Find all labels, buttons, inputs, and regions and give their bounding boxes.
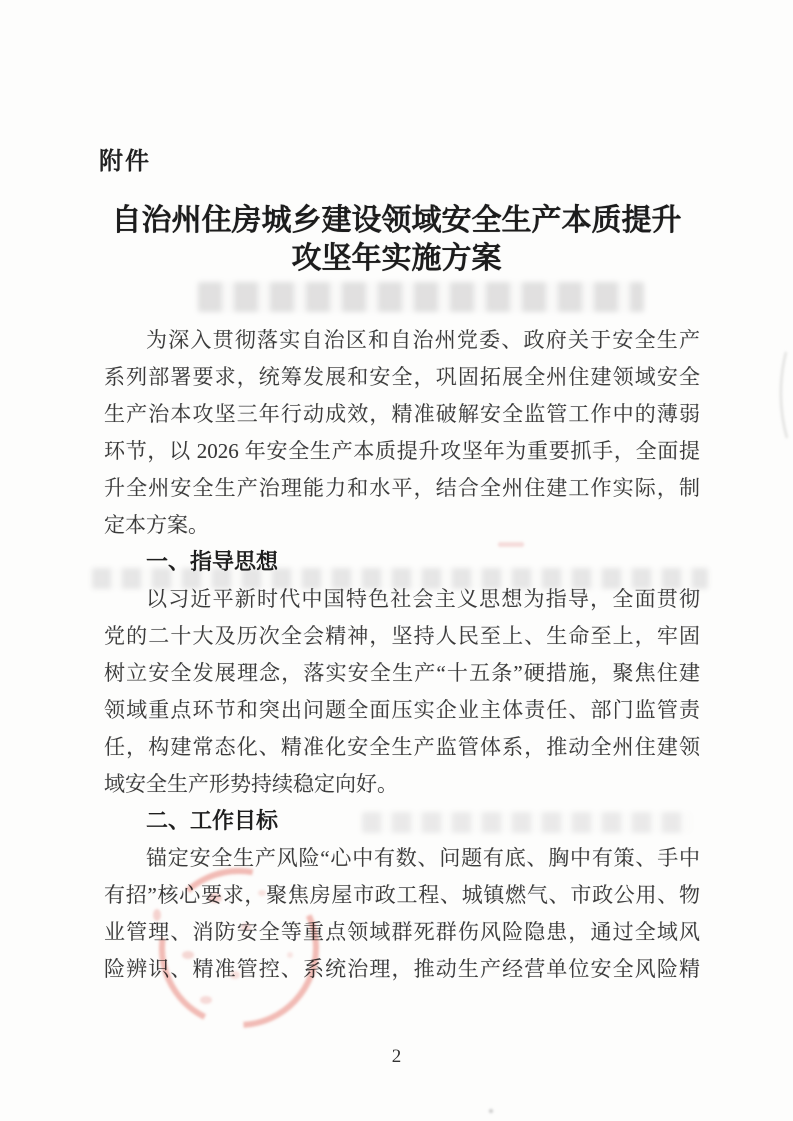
body-text-line: 域安全生产形势持续稳定向好。 [104, 772, 398, 796]
body-text-line: 以习近平新时代中国特色社会主义思想为指导，全面贯彻 [146, 587, 700, 611]
body-text-line: 领域重点环节和突出问题全面压实企业主体责任、部门监管责 [104, 698, 700, 722]
body-text-line: 环节，以 2026 年安全生产本质提升攻坚年为重要抓手，全面提 [104, 439, 700, 463]
body-text-line: 系列部署要求，统筹发展和安全，巩固拓展全州住建领域安全 [104, 365, 700, 389]
document-body [104, 322, 700, 988]
scanner-edge-artifact [781, 352, 787, 438]
dust-speck [489, 1109, 493, 1113]
body-text-line: 定本方案。 [104, 513, 209, 537]
body-text-line: 有招”核心要求，聚焦房屋市政工程、城镇燃气、市政公用、物 [104, 883, 700, 907]
section-heading: 一、指导思想 [146, 550, 279, 575]
attachment-label: 附件 [99, 147, 151, 175]
page-number: 2 [391, 1046, 402, 1067]
body-text-line: 为深入贯彻落实自治区和自治州党委、政府关于安全生产 [146, 328, 700, 352]
body-text-line: 树立安全发展理念，落实安全生产“十五条”硬措施，聚焦住建 [104, 661, 700, 685]
document-title-line-1: 自治州住房城乡建设领域安全生产本质提升 [111, 204, 682, 237]
body-text-line: 锚定安全生产风险“心中有数、问题有底、胸中有策、手中 [146, 846, 700, 870]
body-text-line: 险辨识、精准管控、系统治理，推动生产经营单位安全风险精 [104, 957, 700, 981]
section-heading: 二、工作目标 [146, 809, 279, 834]
document-title-line-2: 攻坚年实施方案 [291, 242, 502, 275]
body-text-line: 业管理、消防安全等重点领域群死群伤风险隐患，通过全域风 [104, 920, 700, 944]
bleedthrough-text-smudge [198, 282, 644, 312]
body-text-line: 党的二十大及历次全会精神，坚持人民至上、生命至上，牢固 [104, 624, 700, 648]
body-text-line: 任，构建常态化、精准化安全生产监管体系，推动全州住建领 [104, 735, 700, 759]
document-title [0, 202, 793, 278]
body-text-line: 生产治本攻坚三年行动成效，精准破解安全监管工作中的薄弱 [104, 402, 700, 426]
body-text-line: 升全州安全生产治理能力和水平，结合全州住建工作实际，制 [104, 476, 700, 500]
